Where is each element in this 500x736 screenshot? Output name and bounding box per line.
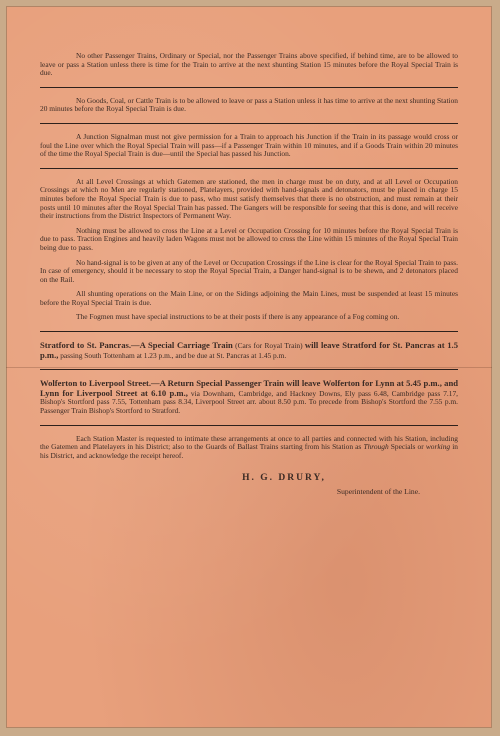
paragraph-station-master: Each Station Master is requested to intimate these arrangements at once to all parties and connected with his Station, including the Gatemen and Platelayers in his District; also to the Guards of Ballast Trains starting from his Station as Through Specials or working in his District, and acknowledge the receipt hereof. [40,433,458,460]
paragraph-fogmen: The Fogmen must have special instructions to be at their posts if there is any appearance of a Fog coming on. [76,312,400,322]
wolferton-details: via Downham, Cambridge, and Hackney Downs, Ely pass 6.48, Cambridge pass 7.17, Bishop's Stortford pass 7.55, Tottenham pass 8.34, Liverpool Street arr. about 8.50 p.m. To precede from Bishop's Stortford the 7.55 p.m. Passenger Train Bishop's Stortford to Stratford. [40,388,458,416]
divider [40,168,458,169]
stratford-heading: Stratford to St. Pancras.—A Special Carriage Train [40,340,233,351]
divider [40,369,458,370]
paragraph-wolferton-return [40,379,458,415]
wolferton-heading: Wolferton to Liverpool Street.—A Return Special Passenger Train will leave Wolferton for Lynn at 5.45 p.m., and Lynn for Liverpool Street at 6.10 p.m., [40,378,458,398]
divider [40,87,458,88]
signature-title: Superintendent of the Line. [336,487,420,496]
divider [40,425,458,426]
paragraph-passenger-trains: No other Passenger Trains, Ordinary or Special, nor the Passenger Trains above specified, if behind time, are to be allowed to leave or pass a Station unless there is time for the Train to arrive at the next shunting Station 15 minutes before the Royal Special Train is due. [40,51,458,78]
stratford-note: (Cars for Royal Train) [232,341,305,351]
through-italic: Through [363,442,389,452]
document-body [40,52,458,497]
paragraph-shunting: All shunting operations on the Main Line, or on the Sidings adjoining the Main Lines, must be suspended at least 15 minutes before the Royal Special Train is due. [40,289,458,307]
divider [40,123,458,124]
paragraph-hand-signal: No hand-signal is to be given at any of the Level or Occupation Crossings if the Line is clear for the Royal Special Train to pass. In case of emergency, should it be necessary to stop the Royal Special Train, a Danger hand-signal is to be shewn, and 2 detonators placed on the Rail. [40,257,458,284]
paragraph-junction-signalman: A Junction Signalman must not give permission for a Train to approach his Junction if the Train in its passage would cross or foul the Line over which the Royal Special Train will pass—if a Passenger Train within 10 minutes, and if a Goods Train within 20 minutes of the time the Royal Special Train is due—until the Special has passed his Junction. [40,131,458,159]
paragraph-stratford-special [40,341,458,360]
divider [40,331,458,332]
working-italic: working [425,442,451,452]
paragraph-nothing-cross: Nothing must be allowed to cross the Line at a Level or Occupation Crossing for 10 minutes before the Royal Special Train is due to pass. Traction Engines and heavily laden Wagons must not be allowed to cross the Line within 15 minutes of the Royal Special Train being due to pass. [40,225,458,252]
signature-name: H. G. DRURY, [242,473,326,484]
paragraph-level-crossings: At all Level Crossings at which Gatemen are stationed, the men in charge must be on duty, and at all Level or Occupation Crossings at which no Men are regularly stationed, Platelayers, provided with hand-signals and detonators, must be placed in charge 15 minutes before the Royal Special Train is due to pass, who must satisfy themselves that there is no obstruction, and must remain at their posts until 10 minutes after the Royal Special Train has passed. The Gangers will be responsible for seeing that this is done, and will receive their instructions from the District Inspectors of Permanent Way. [40,176,458,221]
paragraph-goods-trains: No Goods, Coal, or Cattle Train is to be allowed to leave or pass a Station unless it has time to arrive at the next shunting Station 20 minutes before the Royal Special Train is due. [40,95,458,114]
stratford-departure: will leave Stratford for St. Pancras at 1.5 p.m., [40,340,458,360]
stratford-details: passing South Tottenham at 1.23 p.m., and be due at St. Pancras at 1.45 p.m. [58,350,287,360]
